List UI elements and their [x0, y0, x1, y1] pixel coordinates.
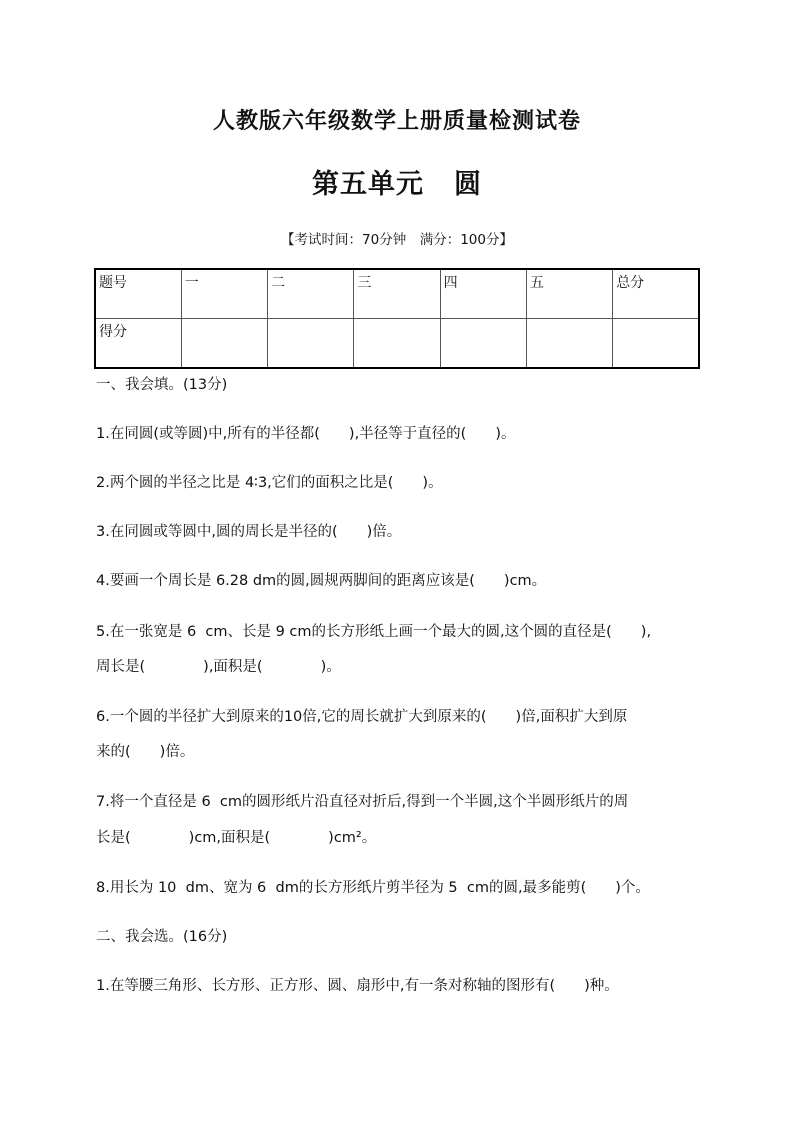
score-table [94, 268, 700, 369]
section-2-heading: 二、我会选。(16分) [96, 929, 228, 945]
question-1-1: 1.在同圆(或等圆)中,所有的半径都( ),半径等于直径的( )。 [96, 426, 516, 442]
score-cell-total [613, 319, 699, 369]
column-header-3: 三 [354, 269, 440, 319]
question-1-5-line-1: 5.在一张宽是 6 cm、长是 9 cm的长方形纸上画一个最大的圆,这个圆的直径是( ), [96, 624, 652, 640]
question-1-7-line-1: 7.将一个直径是 6 cm的圆形纸片沿直径对折后,得到一个半圆,这个半圆形纸片的周 [96, 794, 629, 810]
score-cell-3 [354, 319, 440, 369]
question-1-7-line-2: 长是( )cm,面积是( )cm²。 [96, 830, 377, 846]
question-1-3: 3.在同圆或等圆中,圆的周长是半径的( )倍。 [96, 524, 402, 540]
score-cell-5 [526, 319, 612, 369]
unit-title [0, 162, 794, 201]
section-1-heading: 一、我会填。(13分) [96, 377, 228, 393]
exam-title: 人教版六年级数学上册质量检测试卷 [212, 108, 581, 134]
question-1-6-line-1: 6.一个圆的半径扩大到原来的10倍,它的周长就扩大到原来的( )倍,面积扩大到原 [96, 709, 628, 725]
score-table-header-row [95, 269, 699, 319]
unit-title-number: 第五单元 [312, 169, 424, 200]
column-header-2: 二 [268, 269, 354, 319]
column-header-4: 四 [440, 269, 526, 319]
question-1-6-line-2: 来的( )倍。 [96, 744, 195, 760]
question-1-4: 4.要画一个周长是 6.28 dm的圆,圆规两脚间的距离应该是( )cm。 [96, 573, 547, 589]
column-header-1: 一 [181, 269, 267, 319]
score-cell-1 [181, 319, 267, 369]
question-1-2: 2.两个圆的半径之比是 4∶3,它们的面积之比是( )。 [96, 475, 443, 491]
row-header-score: 得分 [95, 319, 181, 369]
unit-title-topic: 圆 [454, 169, 482, 200]
exam-info: 【考试时间：70分钟 满分：100分】 [281, 232, 513, 248]
score-cell-4 [440, 319, 526, 369]
column-header-5: 五 [526, 269, 612, 319]
question-2-1: 1.在等腰三角形、长方形、正方形、圆、扇形中,有一条对称轴的图形有( )种。 [96, 978, 619, 994]
column-header-total: 总分 [613, 269, 699, 319]
question-1-5-line-2: 周长是( ),面积是( )。 [96, 659, 341, 675]
question-1-8: 8.用长为 10 dm、宽为 6 dm的长方形纸片剪半径为 5 cm的圆,最多能剪( )个。 [96, 880, 650, 896]
score-table-score-row [95, 319, 699, 369]
row-header-question-number: 题号 [95, 269, 181, 319]
score-cell-2 [268, 319, 354, 369]
